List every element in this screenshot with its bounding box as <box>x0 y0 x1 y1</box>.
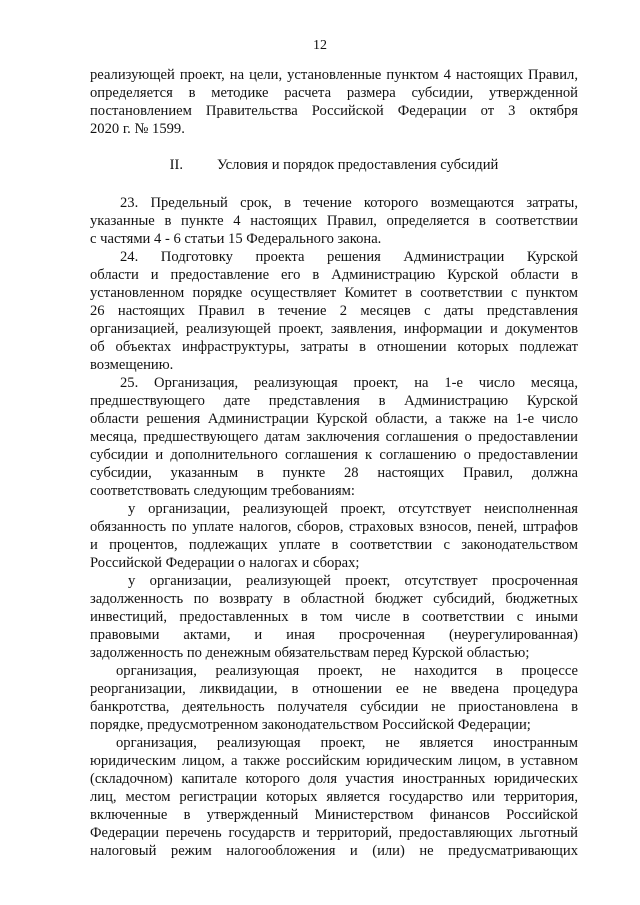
text-line: организация, реализующая проект, не является иностранным <box>116 735 578 751</box>
text-line: реализующей проект, на цели, установленные пунктом 4 настоящих Правил, <box>90 67 578 83</box>
text-line: Федерации перечень государств и территорий, предоставляющих льготный <box>90 825 578 841</box>
text-line: у организации, реализующей проект, отсутствует неисполненная <box>128 501 578 517</box>
text-line: включенные в утвержденный Министерством финансов Российской <box>90 807 578 823</box>
text-line: налоговый режим налогообложения и (или) не предусматривающих <box>90 843 578 859</box>
text-line: 25. Организация, реализующая проект, на 1-е число месяца, <box>120 375 578 391</box>
text-line: области и предоставление его в Администрацию Курской области в <box>90 267 578 283</box>
text-line: банкротства, деятельность получателя субсидии не приостановлена в <box>90 699 578 715</box>
text-line: задолженность по денежным обязательствам перед Курской областью; <box>90 645 530 661</box>
text-line: Российской Федерации о налогах и сборах; <box>90 555 360 571</box>
text-line: реорганизации, ликвидации, в отношении ее не введена процедура <box>90 681 578 697</box>
text-line: определяется в методике расчета размера субсидии, утвержденной <box>90 85 578 101</box>
text-line: 24. Подготовку проекта решения Администрации Курской <box>120 249 578 265</box>
text-line: порядке, предусмотренном законодательством Российской Федерации; <box>90 717 531 733</box>
page-number: 12 <box>313 38 327 53</box>
text-line: лиц, местом регистрации которых является государство или территория, <box>90 789 578 805</box>
text-line: и процентов, подлежащих уплате в соответствии с законодательством <box>90 537 578 553</box>
text-line: 26 настоящих Правил в течение 2 месяцев с даты представления <box>90 303 578 319</box>
section-heading <box>90 156 578 174</box>
text-line: указанные в пункте 4 настоящих Правил, определяется в соответствии <box>90 213 578 229</box>
text-line: правовыми актами, и иная просроченная (неурегулированная) <box>90 627 578 643</box>
text-line: возмещению. <box>90 357 174 373</box>
text-line: обязанность по уплате налогов, сборов, страховых взносов, пеней, штрафов <box>90 519 578 535</box>
text-line: постановлением Правительства Российской Федерации от 3 октября <box>90 103 578 119</box>
text-line: субсидии и дополнительного соглашения к соглашению о предоставлении <box>90 447 578 463</box>
text-line: области решения Администрации Курской области, а также на 1-е число <box>90 411 578 427</box>
text-line: юридическим лицом, а также российским юридическим лицом, в уставном <box>90 753 578 769</box>
text-line: организацией, реализующей проект, заявления, информации и документов <box>90 321 578 337</box>
text-line: предшествующего дате представления в Администрацию Курской <box>90 393 578 409</box>
text-line: установленном порядке осуществляет Комитет в соответствии с пунктом <box>90 285 578 301</box>
text-line: у организации, реализующей проект, отсутствует просроченная <box>128 573 578 589</box>
text-line: соответствовать следующим требованиям: <box>90 483 355 499</box>
text-line: с частями 4 - 6 статьи 15 Федерального закона. <box>90 231 382 247</box>
text-line: об объектах инфраструктуры, затраты в отношении которых подлежат <box>90 339 578 355</box>
text-line: 23. Предельный срок, в течение которого возмещаются затраты, <box>120 195 578 211</box>
text-line: задолженность по возврату в областной бюджет субсидий, бюджетных <box>90 591 578 607</box>
text-line: субсидии, указанным в пункте 28 настоящих Правил, должна <box>90 465 578 481</box>
text-line: месяца, предшествующего датам заключения соглашения о предоставлении <box>90 429 578 445</box>
text-line: организация, реализующая проект, не находится в процессе <box>116 663 578 679</box>
text-line: 2020 г. № 1599. <box>90 121 185 137</box>
section-number: II. <box>169 157 184 173</box>
text-line: инвестиций, предоставленных в том числе в соответствии с иными <box>90 609 578 625</box>
section-title: Условия и порядок предоставления субсидий <box>217 157 499 173</box>
text-line: (складочном) капитале которого доля участия иностранных юридических <box>90 771 578 787</box>
